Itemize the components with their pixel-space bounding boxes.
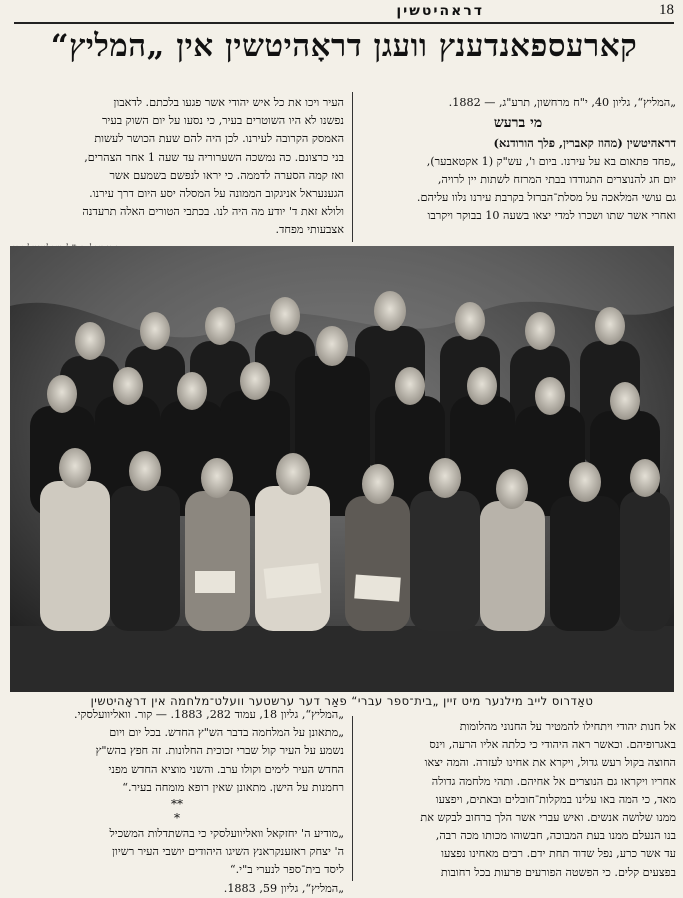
text-line: ואז קמה הסערה לדממה. כי יראו לנפשם בשמעם אשר <box>109 168 344 182</box>
text-line: אחריו ויקראו גם הנוצרים אל אחיהם. ותהי מלחמה גדולה <box>431 774 676 788</box>
text-line: נפשנו לא היו השוטרים בעיר, כי נסעו על יום השוק בעיר <box>101 114 344 128</box>
text-line: בני כרצונם. כה נמשכה השערוריה עד שעה 1 אחר הצהרים, <box>84 150 344 164</box>
text-line: אל חנות יהודי ויתחילו להמטיר על החנוני מהלומות <box>459 720 676 733</box>
text-line: עד אשר כרע, נפל שדוד תחת ידם. רבים מאחינו נפצעו <box>441 847 676 861</box>
article-bottom-right <box>360 718 676 882</box>
text-line: בנו הנעלם ממנו בעת המבוכה, חבשוהו מכותו מכה רבה, <box>435 829 676 843</box>
dateline: „המליץ“, גליון 18, עמוד 282, 1883. — קור. וואליוועלסקי. <box>74 708 344 721</box>
column-divider-bottom <box>352 716 353 881</box>
text-line: החדש העיר לימים וקולו ערב. והשני מוציא החדש מפני <box>108 762 344 776</box>
text-line: ולולא זאת ד' יודע מה היה לנו. בכתבי הטורים האלה תרעדנה <box>82 205 344 219</box>
text-line: ה' יצחק ראזענקראנץ השיגו היהודים יושבי העיר רשיון <box>112 845 344 859</box>
text-line: ליסד בית־ספר לנערי ב"י.“ <box>229 863 344 877</box>
text-line: „פחד פתאום בא על עירנו. ביום ו', עש"ק (1 אקטאבער), <box>426 154 676 168</box>
article-top-left <box>10 94 344 258</box>
text-line: רחמנות על הישן. מתאונן שאין רופא מומחה בעיר.“ <box>122 780 344 794</box>
text-line: העיר ויכו את כל איש יהודי אשר פגעו בלכתם. לדאבון <box>113 96 344 109</box>
text-line: החוצה בקול רעש גדול, ויקרא את אחינו לעזרה. והמה יצאו <box>424 756 676 770</box>
running-title: דראהיטשין <box>396 3 484 19</box>
subtitle: דראהיטשין (מהוז קאברין, פלך הורודנא) <box>493 136 676 151</box>
text-line: „מודיע ה' יחזקאל וואליוועלסקי כי בהשתדלות המשכיל <box>109 827 344 841</box>
dateline: „המליץ“, גליון 59, 1883. <box>223 881 344 895</box>
text-line: ואחרי אשר שתו ושכרו למדי יצאו בשעה 10 בבוקר ויקרבו <box>427 209 676 223</box>
text-line: האמסק הקרובה לעירנו. לכן היה להם שעת הכושר לעשות <box>94 132 344 146</box>
front-row-dresses <box>40 481 670 631</box>
text-line: מאד, כי המה באו עלינו במקלות־חובלים ובאתים, ויפצעו <box>435 792 676 806</box>
section-separator-stars: ** * <box>171 797 183 826</box>
page-number: 18 <box>659 2 674 18</box>
section-title: מי ברעש <box>493 115 543 132</box>
photo-illustration <box>10 246 674 692</box>
group-photograph <box>10 246 674 692</box>
photo-floor <box>10 626 674 692</box>
article-top-right <box>360 94 676 225</box>
main-headline: קארעספאנדענץ וועגן דראָהיטשין אין „המליץ“ <box>50 28 638 64</box>
text-line: באגרופיהם. וכאשר ראה היהודי כי כלתה אליו הרעה, וינס <box>429 738 676 752</box>
text-line: הגענעראל אניגקוב הממונה על המסלה יסע היום דרך עירנו. <box>89 187 344 201</box>
running-head <box>14 0 674 24</box>
article-bottom-left <box>10 706 344 898</box>
text-line: בפצעים קלים. כי הפשטה הפורעים פרעות בכל רחובות <box>440 865 676 879</box>
text-line: ממנו שלושה אנשים. ואיש עברי אשר הלך ברחוב לבקש את <box>420 811 676 825</box>
dateline: „המליץ“, גליון 40, י"ח מרחשון, תרע"ג, — 1882. <box>448 96 676 109</box>
text-line: יום חג להנוצרים התגודדו בבתי המרזח לשתות יין לרויה, <box>437 172 676 186</box>
text-line: „מתאונן על המלחמה בדבר הש"ץ החדש. בכל יום ויום <box>109 726 344 740</box>
text-line: נשמע על העיר קול שברי זכוכית החלונות. זה חפץ בהש"ץ <box>95 744 344 758</box>
text-line: אצבעותי מפחד. <box>275 223 344 237</box>
column-divider-top <box>352 92 353 242</box>
text-line: גם עושי המלאכה על מסלת־הברזל בקרבת עירנו נלוו עליהם. <box>416 191 676 205</box>
photo-caption: טאַדרוס לייב מילנער מיט זיין „בית־ספר עברי“ פאַר דער ערשטער וועלט־מלחמה אין דראָהיטשין <box>90 694 594 708</box>
